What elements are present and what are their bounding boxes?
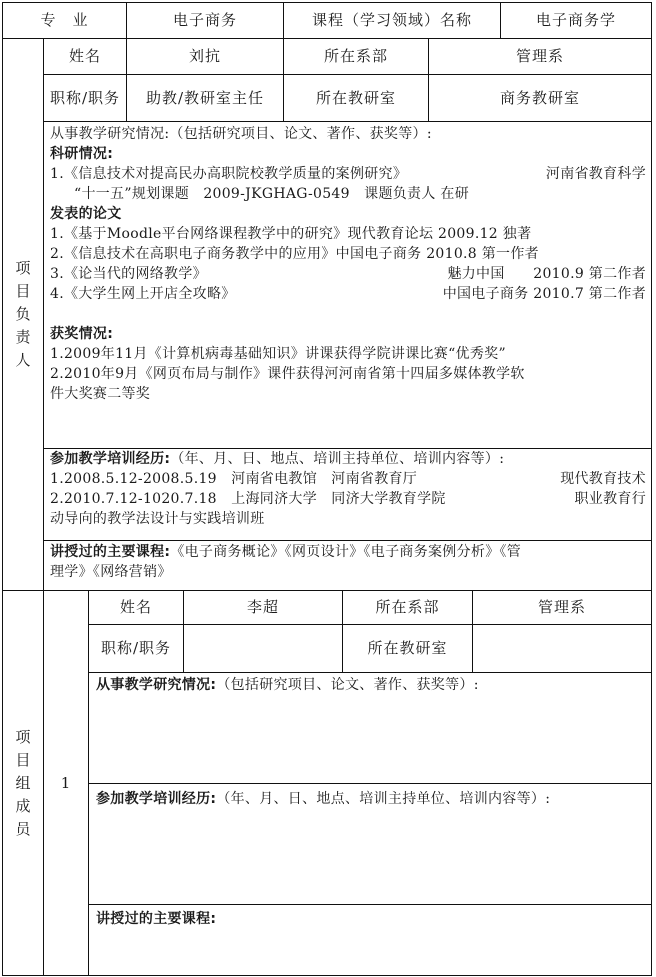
research-heading: 从事教学研究情况:（包括研究项目、论文、著作、获奖等）: (50, 126, 432, 142)
section-char: 项 (15, 727, 31, 746)
paper-source: 魅力中国 2010.9 第二作者 (447, 266, 646, 282)
training-item-main: 1.2008.5.12-2008.5.19 河南省电教馆 河南省教育厅 (50, 471, 418, 487)
leader-name-value: 刘抗 (188, 47, 221, 65)
member-name-value[interactable]: 李超 (246, 598, 279, 616)
member-training-heading: 参加教学培训经历: (96, 791, 217, 807)
course-label: 课程（学习领域）名称 (311, 11, 472, 29)
courses-line (50, 542, 646, 562)
section-char: 员 (15, 819, 31, 838)
section-char: 成 (15, 796, 31, 815)
training-heading-line (50, 449, 646, 469)
member-title-label: 职称/职务 (100, 639, 172, 657)
divider (88, 783, 652, 784)
leader-title-value: 助教/教研室主任 (145, 88, 265, 107)
section-char: 负 (15, 305, 31, 323)
research-item (50, 164, 646, 184)
border-bottom (2, 975, 652, 976)
member-office-label: 所在教研室 (367, 639, 448, 657)
leader-dept-value: 管理系 (515, 47, 564, 65)
member-dept-value[interactable]: 管理系 (537, 598, 586, 616)
divider (88, 904, 652, 905)
section-char: 组 (15, 773, 31, 792)
members-section-label (3, 591, 43, 975)
award-item: 2.2010年9月《网页布局与制作》课件获得河河南省第十四届多媒体教学软 (50, 366, 525, 382)
member-research-section[interactable] (96, 675, 646, 695)
member-training-line (96, 789, 646, 809)
leader-office-label: 所在教研室 (315, 88, 396, 107)
section-char: 目 (15, 282, 31, 300)
courses-list-continued: 理学》《网络营销》 (50, 564, 172, 580)
training-item-main: 2.2010.7.12-1020.7.18 上海同济大学 同济大学教育学院 (50, 491, 446, 507)
course-value: 电子商务学 (535, 11, 616, 29)
member-dept-label: 所在系部 (375, 598, 440, 616)
divider (43, 121, 652, 122)
papers-subheading: 发表的论文 (50, 206, 122, 222)
courses-list: 《电子商务概论》《网页设计》《电子商务案例分析》《管 (170, 544, 522, 560)
paper-title: 3.《论当代的网络教学》 (50, 266, 207, 282)
divider (88, 672, 652, 673)
training-note: （年、月、日、地点、培训主持单位、培训内容等）: (170, 451, 505, 467)
courses-heading: 讲授过的主要课程: (50, 544, 171, 560)
leader-title-label: 职称/职务 (49, 88, 121, 107)
member-office-value[interactable] (473, 625, 651, 672)
divider (43, 540, 652, 541)
training-item (50, 489, 646, 509)
awards-subheading: 获奖情况: (50, 326, 114, 342)
training-heading: 参加教学培训经历: (50, 451, 171, 467)
leader-office-value: 商务教研室 (499, 88, 580, 107)
member-index: 1 (60, 773, 72, 792)
leader-section-label (3, 39, 43, 590)
training-item-continued: 动导向的教学法设计与实践培训班 (50, 511, 265, 527)
section-char: 人 (15, 351, 31, 369)
section-char: 目 (15, 750, 31, 769)
section-char: 项 (15, 259, 31, 277)
member-research-heading: 从事教学研究情况: (96, 677, 217, 693)
training-item-topic: 现代教育技术 (560, 471, 646, 487)
paper-source: 中国电子商务 2010.7 第二作者 (442, 286, 646, 302)
paper-item (50, 284, 646, 304)
member-name-label: 姓名 (119, 598, 152, 616)
research-item-source: 河南省教育科学 (545, 166, 646, 182)
training-item-topic: 职业教育行 (574, 491, 646, 507)
award-item-continued: 件大奖赛二等奖 (50, 386, 151, 402)
leader-name-label: 姓名 (68, 47, 101, 65)
award-item: 1.2009年11月《计算机病毒基础知识》讲课获得学院讲课比赛“优秀奖” (50, 346, 506, 362)
member-research-note: （包括研究项目、论文、著作、获奖等）: (216, 677, 479, 693)
training-item (50, 469, 646, 489)
leader-training-section (50, 449, 646, 529)
member-courses-heading: 讲授过的主要课程: (96, 911, 217, 927)
spacer (50, 304, 646, 324)
research-subheading: 科研情况: (50, 146, 114, 162)
major-label: 专 业 (40, 11, 89, 29)
border-right (651, 2, 652, 975)
paper-item: 2.《信息技术在高职电子商务教学中的应用》中国电子商务 2010.8 第一作者 (50, 246, 539, 262)
research-item-title: 1.《信息技术对提高民办高职院校教学质量的案例研究》 (50, 166, 408, 182)
leader-courses-section (50, 542, 646, 582)
member-training-section[interactable] (96, 789, 646, 809)
major-value: 电子商务 (172, 11, 237, 29)
member-courses-section[interactable] (96, 909, 646, 929)
member-training-note: （年、月、日、地点、培训主持单位、培训内容等）: (216, 791, 551, 807)
member-title-value[interactable] (184, 625, 342, 672)
paper-item: 1.《基于Moodle平台网络课程教学中的研究》现代教育论坛 2009.12 独著 (50, 226, 532, 242)
member-research-line (96, 675, 646, 695)
paper-title: 4.《大学生网上开店全攻略》 (50, 286, 236, 302)
section-char: 责 (15, 328, 31, 346)
leader-research-section (50, 124, 646, 404)
research-item-continued: “十一五”规划课题 2009-JKGHAG-0549 课题负责人 在研 (74, 186, 469, 202)
leader-dept-label: 所在系部 (323, 47, 388, 65)
paper-item (50, 264, 646, 284)
